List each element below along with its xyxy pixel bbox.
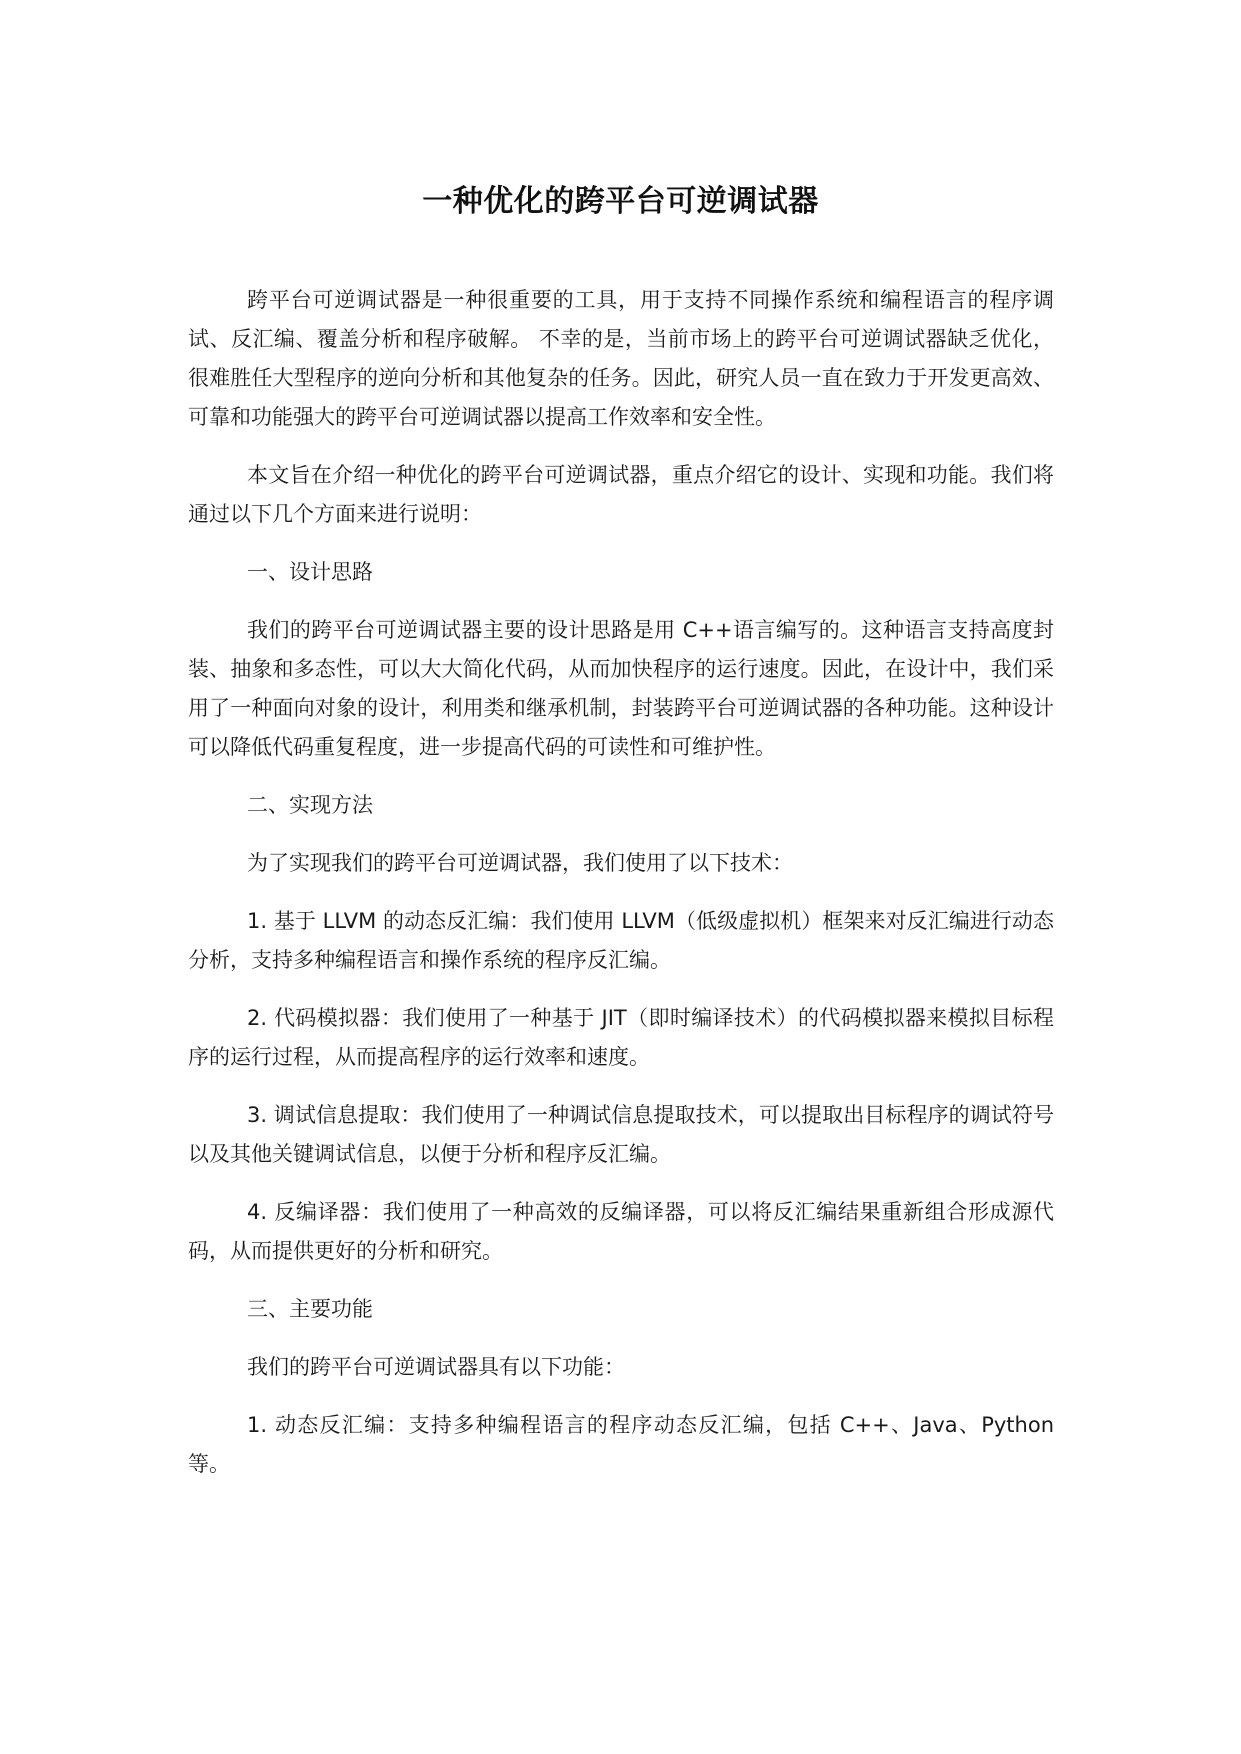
section-heading-features: 三、主要功能 <box>247 1297 373 1321</box>
list-item-emulator: 2. 代码模拟器：我们使用了一种基于 JIT（即时编译技术）的代码模拟器来模拟目标程序的运行过程，从而提高程序的运行效率和速度。 <box>188 1006 1054 1069</box>
document-title: 一种优化的跨平台可逆调试器 <box>422 184 819 219</box>
section-heading-implementation: 二、实现方法 <box>247 793 373 817</box>
paragraph-design: 我们的跨平台可逆调试器主要的设计思路是用 C++语言编写的。这种语言支持高度封装、抽象和多态性，可以大大简化代码，从而加快程序的运行速度。因此，在设计中，我们采用了一种面向对象的设计，利用类和继承机制，封装跨平台可逆调试器的各种功能。这种设计可以降低代码重复程度，进一步提高代码的可读性和可维护性。 <box>188 618 1054 759</box>
list-item-llvm: 1. 基于 LLVM 的动态反汇编：我们使用 LLVM（低级虚拟机）框架来对反汇编进行动态分析，支持多种编程语言和操作系统的程序反汇编。 <box>188 909 1054 972</box>
document-body <box>188 281 1054 1503</box>
paragraph-implementation-intro: 为了实现我们的跨平台可逆调试器，我们使用了以下技术： <box>247 851 793 875</box>
paragraph-intro: 跨平台可逆调试器是一种很重要的工具，用于支持不同操作系统和编程语言的程序调试、反汇编、覆盖分析和程序破解。 不幸的是，当前市场上的跨平台可逆调试器缺乏优化，很难胜任大型程序的逆向分析和其他复杂的任务。因此，研究人员一直在致力于开发更高效、可靠和功能强大的跨平台可逆调试器以提高工作效率和安全性。 <box>188 288 1054 429</box>
paragraph-features-intro: 我们的跨平台可逆调试器具有以下功能： <box>247 1355 625 1379</box>
list-item-debug-info: 3. 调试信息提取：我们使用了一种调试信息提取技术，可以提取出目标程序的调试符号以及其他关键调试信息，以便于分析和程序反汇编。 <box>188 1103 1054 1166</box>
list-item-decompiler: 4. 反编译器：我们使用了一种高效的反编译器，可以将反汇编结果重新组合形成源代码，从而提供更好的分析和研究。 <box>188 1200 1054 1263</box>
section-heading-design: 一、设计思路 <box>247 560 373 584</box>
list-item-dynamic-disassembly: 1. 动态反汇编：支持多种编程语言的程序动态反汇编，包括 C++、Java、Python 等。 <box>188 1413 1054 1476</box>
paragraph-purpose: 本文旨在介绍一种优化的跨平台可逆调试器，重点介绍它的设计、实现和功能。我们将通过以下几个方面来进行说明： <box>188 463 1054 526</box>
